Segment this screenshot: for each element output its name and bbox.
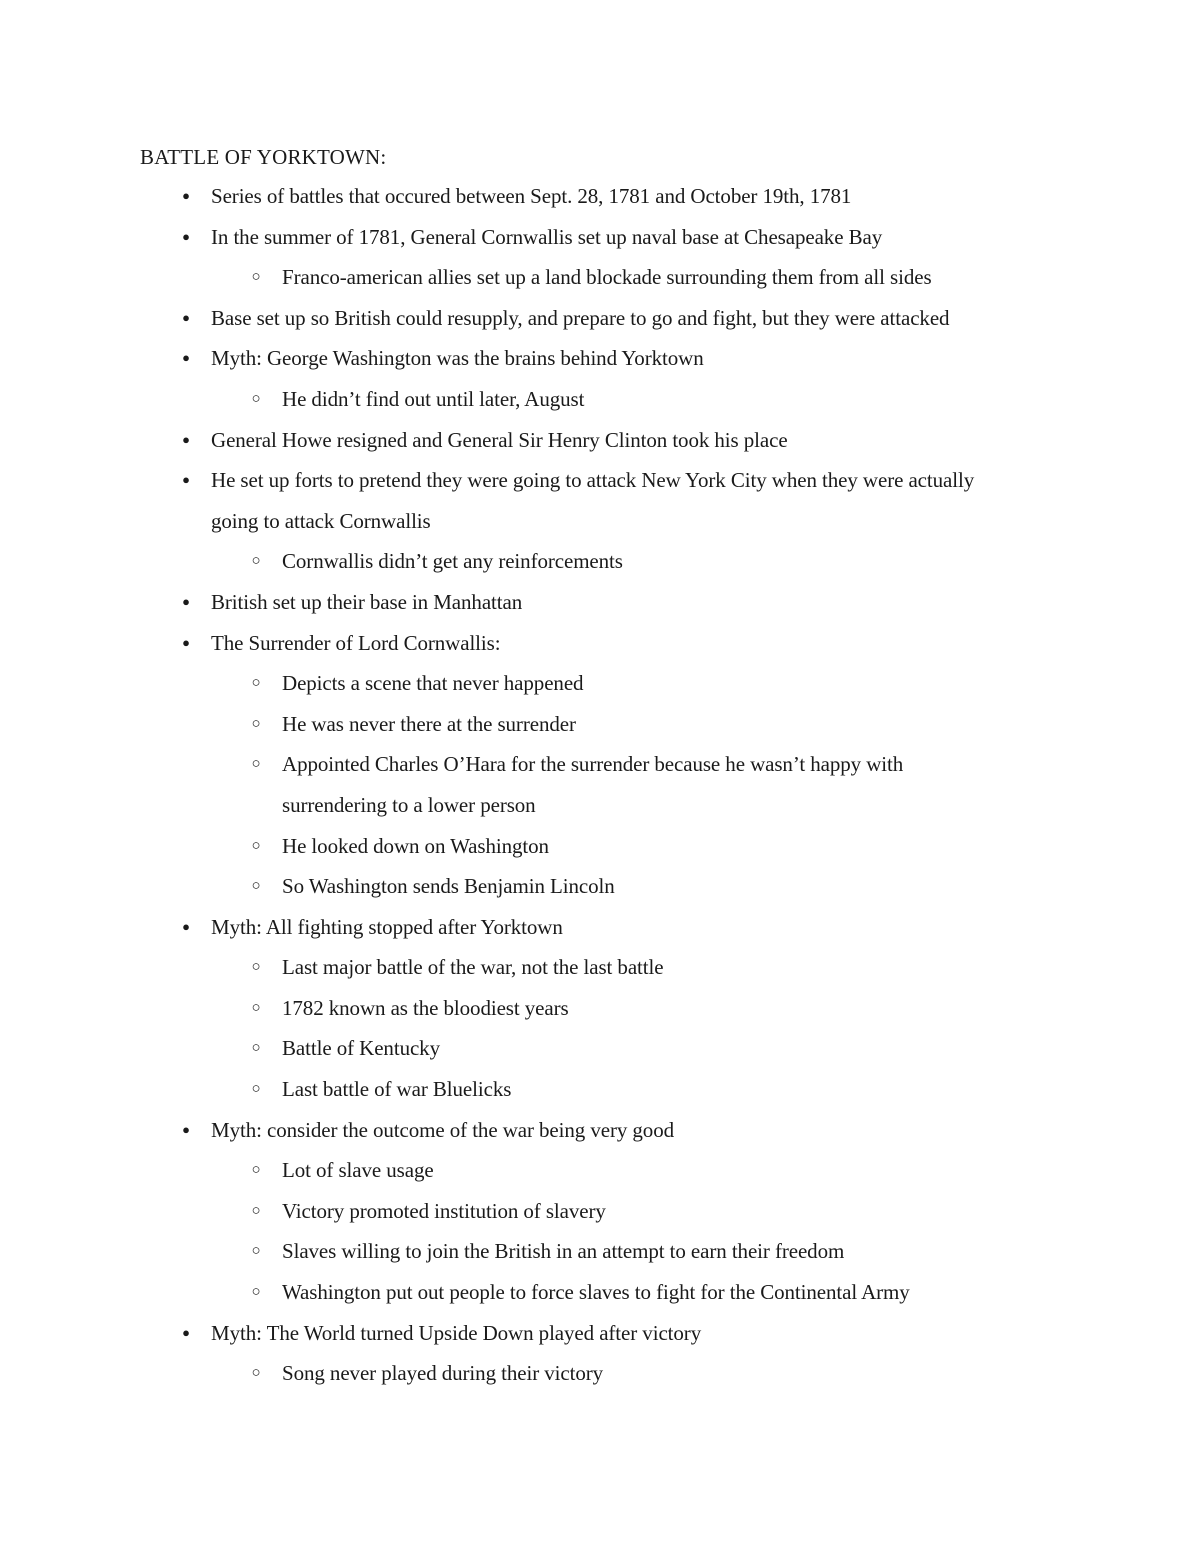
bullet-filled-icon: ● <box>182 1121 190 1137</box>
list-item-text: He didn’t find out until later, August <box>282 386 585 411</box>
list-item-text: Appointed Charles O’Hara for the surrender because he wasn’t happy with surrendering to a lower person <box>282 752 904 817</box>
list-item <box>140 217 1070 258</box>
bullet-filled-icon: ● <box>182 228 190 244</box>
bullet-hollow-icon: ○ <box>251 837 261 854</box>
list-item <box>140 947 1070 988</box>
list-item <box>140 1272 1070 1313</box>
bullet-hollow-icon: ○ <box>251 878 261 895</box>
list-item <box>140 744 1070 825</box>
list-item-text: General Howe resigned and General Sir Henry Clinton took his place <box>211 427 788 452</box>
list-item <box>140 257 1070 298</box>
list-item <box>140 826 1070 867</box>
list-item-text: In the summer of 1781, General Cornwallis set up naval base at Chesapeake Bay <box>211 224 883 249</box>
list-item-text: Myth: The World turned Upside Down played after victory <box>211 1320 702 1345</box>
list-item-text: 1782 known as the bloodiest years <box>282 995 569 1020</box>
list-item <box>140 338 1070 379</box>
list-item-text: Myth: All fighting stopped after Yorktown <box>211 914 563 939</box>
list-item-text: Depicts a scene that never happened <box>282 671 584 696</box>
bullet-hollow-icon: ○ <box>251 390 261 407</box>
list-item-text: The Surrender of Lord Cornwallis: <box>211 630 501 655</box>
list-item-text: Lot of slave usage <box>282 1158 434 1183</box>
bullet-hollow-icon: ○ <box>251 1040 261 1057</box>
list-item <box>140 1231 1070 1272</box>
list-item <box>140 582 1070 623</box>
list-item <box>140 1150 1070 1191</box>
bullet-hollow-icon: ○ <box>251 999 261 1016</box>
list-item-text: So Washington sends Benjamin Lincoln <box>282 874 615 899</box>
bullet-hollow-icon: ○ <box>251 715 261 732</box>
bullet-filled-icon: ● <box>182 918 190 934</box>
bullet-filled-icon: ● <box>182 350 190 366</box>
bullet-filled-icon: ● <box>182 634 190 650</box>
list-item <box>140 379 1070 420</box>
list-item <box>140 1191 1070 1232</box>
list-item <box>140 623 1070 664</box>
list-item-text: Myth: George Washington was the brains behind Yorktown <box>211 346 704 371</box>
bullet-hollow-icon: ○ <box>251 756 261 773</box>
list-item-text: Series of battles that occured between Sept. 28, 1781 and October 19th, 1781 <box>211 184 852 208</box>
list-item-text: Slaves willing to join the British in an attempt to earn their freedom <box>282 1239 845 1264</box>
list-item <box>140 907 1070 948</box>
bullet-filled-icon: ● <box>182 593 190 609</box>
list-item <box>140 176 1070 217</box>
list-item-text: He set up forts to pretend they were going to attack New York City when they were actually going to attack Cornwallis <box>211 468 975 533</box>
list-item <box>140 1110 1070 1151</box>
bullet-hollow-icon: ○ <box>251 553 261 570</box>
list-item <box>140 1313 1070 1354</box>
bullet-hollow-icon: ○ <box>251 1081 261 1098</box>
list-item <box>140 1353 1070 1394</box>
list-item <box>140 704 1070 745</box>
bullet-filled-icon: ● <box>182 472 190 488</box>
bullet-hollow-icon: ○ <box>251 1243 261 1260</box>
list-item <box>140 298 1070 339</box>
list-item <box>140 988 1070 1029</box>
list-item-text: Myth: consider the outcome of the war being very good <box>211 1117 674 1142</box>
document-title: BATTLE OF YORKTOWN: <box>140 145 387 169</box>
list-item <box>140 460 1070 541</box>
list-item-text: Last battle of war Bluelicks <box>282 1077 512 1102</box>
list-item-text: Victory promoted institution of slavery <box>282 1198 606 1223</box>
bullet-filled-icon: ● <box>182 1324 190 1340</box>
bullet-filled-icon: ● <box>182 188 190 203</box>
bullet-filled-icon: ● <box>182 431 190 447</box>
bullet-hollow-icon: ○ <box>251 1162 261 1179</box>
list-item-text: Washington put out people to force slaves to fight for the Continental Army <box>282 1280 910 1305</box>
notes-list <box>140 176 1070 1394</box>
bullet-hollow-icon: ○ <box>251 675 261 692</box>
list-item-text: Base set up so British could resupply, and prepare to go and fight, but they were attacked <box>211 305 950 330</box>
list-item-text: He looked down on Washington <box>282 833 549 858</box>
bullet-hollow-icon: ○ <box>251 1202 261 1219</box>
list-item-text: Battle of Kentucky <box>282 1036 440 1061</box>
list-item <box>140 1028 1070 1069</box>
list-item-text: British set up their base in Manhattan <box>211 589 523 614</box>
list-item <box>140 420 1070 461</box>
list-item-text: Cornwallis didn’t get any reinforcements <box>282 549 623 574</box>
bullet-hollow-icon: ○ <box>251 1284 261 1301</box>
list-item-text: Last major battle of the war, not the last battle <box>282 955 664 980</box>
list-item <box>140 541 1070 582</box>
bullet-filled-icon: ● <box>182 309 190 325</box>
list-item <box>140 663 1070 704</box>
bullet-hollow-icon: ○ <box>251 959 261 976</box>
list-item-text: Song never played during their victory <box>282 1361 604 1386</box>
bullet-hollow-icon: ○ <box>251 1365 261 1382</box>
list-item <box>140 1069 1070 1110</box>
list-item-text: Franco-american allies set up a land blockade surrounding them from all sides <box>282 265 932 290</box>
list-item <box>140 866 1070 907</box>
list-item-text: He was never there at the surrender <box>282 711 576 736</box>
bullet-hollow-icon: ○ <box>251 269 261 286</box>
